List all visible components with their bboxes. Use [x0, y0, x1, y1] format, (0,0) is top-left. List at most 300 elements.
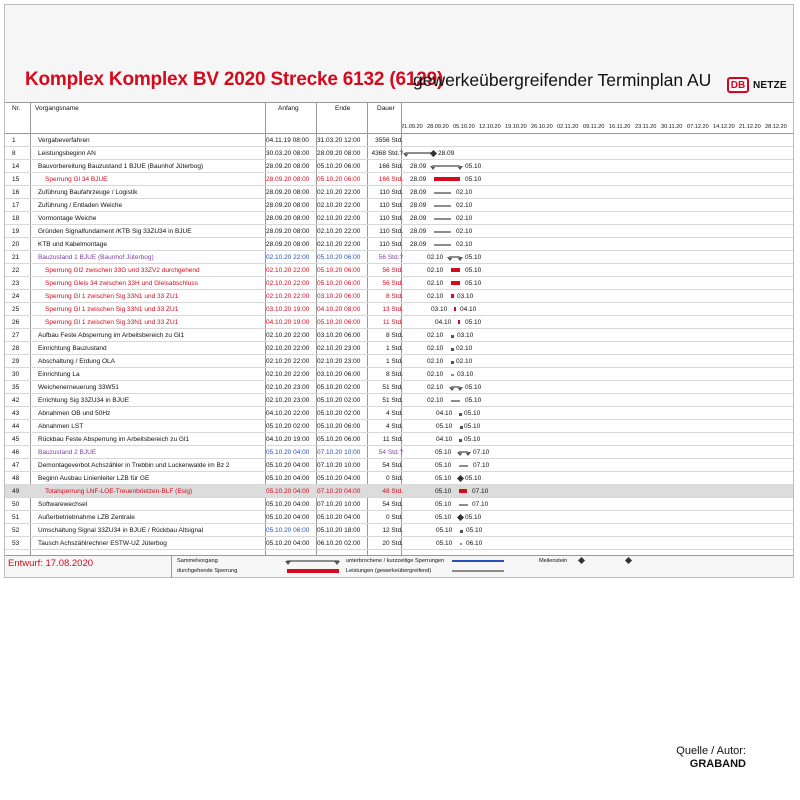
row-nr: 19: [12, 228, 20, 235]
gantt-date-label: 28.09: [410, 176, 427, 183]
gantt-date-label: 05.10: [435, 501, 452, 508]
row-duration: 56 Std.?: [378, 254, 403, 261]
gantt-date-label: 05.10: [465, 254, 482, 261]
gantt-date-label: 05.10: [464, 410, 481, 417]
row-duration: 110 Std.: [379, 241, 403, 248]
table-row[interactable]: [5, 134, 793, 147]
row-duration: 4368 Std.?: [371, 150, 403, 157]
row-nr: 15: [12, 176, 20, 183]
table-row[interactable]: [5, 290, 793, 303]
gantt-date-label: 05.10: [435, 449, 452, 456]
gantt-date-label: 05.10: [465, 319, 482, 326]
row-name: Vergabeverfahren: [38, 137, 90, 144]
gantt-date-label: 03.10: [457, 332, 474, 339]
row-name: Sperrung Gl 1 zwischen Sig 33N1 und 33 ZU1: [45, 293, 179, 300]
row-start: 05.10.20 04:00: [266, 462, 310, 469]
row-duration: 1 Std.: [386, 358, 403, 365]
gantt-date-label: 28.09: [438, 150, 455, 157]
gantt-date-label: 28.09: [410, 163, 427, 170]
row-nr: 25: [12, 306, 20, 313]
timescale-tick: 12.10.20: [479, 124, 501, 130]
row-start: 05.10.20 06:00: [266, 527, 310, 534]
gantt-date-label: 02.10: [456, 358, 473, 365]
source-credit: [676, 745, 746, 771]
row-duration: 11 Std.: [382, 319, 403, 326]
table-row[interactable]: [5, 368, 793, 381]
row-nr: 42: [12, 397, 20, 404]
timescale-tick: 21.12.20: [739, 124, 761, 130]
row-start: 02.10.20 22:00: [266, 332, 310, 339]
row-start: 30.03.20 08:00: [266, 150, 310, 157]
table-row[interactable]: [5, 329, 793, 342]
gantt-date-label: 05.10: [465, 163, 482, 170]
row-name: Aufbau Feste Absperrung im Arbeitsbereich zu Gl1: [38, 332, 184, 339]
col-duration: Dauer: [377, 105, 395, 112]
gantt-bar-area: [405, 277, 793, 290]
closure-bar: [454, 307, 456, 311]
row-start: 28.09.20 08:00: [266, 176, 310, 183]
short-task-mark: [460, 530, 463, 533]
row-nr: 16: [12, 189, 20, 196]
table-row[interactable]: [5, 225, 793, 238]
gantt-date-label: 02.10: [456, 345, 473, 352]
row-start: 05.10.20 04:00: [266, 514, 310, 521]
summary-bar: [451, 386, 460, 388]
gantt-date-label: 05.10: [465, 514, 482, 521]
timescale-tick: 26.10.20: [531, 124, 553, 130]
row-end: 05.10.20 06:00: [317, 163, 361, 170]
table-row[interactable]: [5, 147, 793, 160]
table-row[interactable]: [5, 355, 793, 368]
short-task-mark: [451, 361, 454, 364]
row-start: 05.10.20 04:00: [266, 475, 310, 482]
row-start: 28.09.20 08:00: [266, 163, 310, 170]
gantt-date-label: 04.10: [460, 306, 477, 313]
legend-works-label: Leistungen (gewerkeübergreifend): [346, 568, 432, 574]
plan-subtitle: gewerkeübergreifender Terminplan AU: [413, 70, 712, 90]
row-duration: 110 Std.: [379, 202, 403, 209]
row-duration: 11 Std.: [382, 436, 403, 443]
gantt-bar-area: [405, 303, 793, 316]
timescale-tick: 30.11.20: [661, 124, 683, 130]
row-start: 05.10.20 04:00: [266, 540, 310, 547]
row-name: Zuführung / Entladen Weiche: [38, 202, 123, 209]
gantt-bar-area: [405, 147, 793, 160]
table-row[interactable]: [5, 173, 793, 186]
row-end: 05.10.20 06:00: [317, 280, 361, 287]
row-start: 03.10.20 19:00: [266, 306, 310, 313]
gantt-bar-area: [405, 420, 793, 433]
row-start: 02.10.20 22:00: [266, 280, 310, 287]
table-row[interactable]: [5, 394, 793, 407]
table-row[interactable]: [5, 199, 793, 212]
row-duration: 1 Std.: [386, 345, 403, 352]
row-name: Abnahmen LST: [38, 423, 84, 430]
row-end: 05.10.20 02:00: [317, 410, 361, 417]
col-nr: Nr.: [12, 105, 21, 112]
row-nr: 8: [12, 150, 16, 157]
row-nr: 17: [12, 202, 20, 209]
row-duration: 8 Std.: [386, 293, 403, 300]
short-task-mark: [459, 439, 462, 442]
gantt-bar-area: [405, 524, 793, 537]
gantt-date-label: 05.10: [435, 488, 452, 495]
task-bar: [451, 374, 454, 376]
gantt-bar-area: [405, 485, 793, 498]
row-duration: 8 Std.: [386, 332, 403, 339]
table-row[interactable]: [5, 524, 793, 537]
gantt-date-label: 03.10: [457, 293, 474, 300]
summary-bar: [459, 451, 468, 453]
row-name: Bauvorbereitung Bauzustand 1 BJUE (Baunhof Jüterbog): [38, 163, 204, 170]
row-start: 28.09.20 08:00: [266, 189, 310, 196]
closure-bar: [458, 320, 460, 324]
table-row[interactable]: [5, 511, 793, 524]
gantt-date-label: 02.10: [427, 280, 444, 287]
gantt-bar-area: [405, 342, 793, 355]
legend-summary-bar: [287, 560, 339, 562]
row-nr: 44: [12, 423, 20, 430]
row-name: Rückbau Feste Absperrung im Arbeitsbereich zu Gl1: [38, 436, 190, 443]
timescale-tick: 19.10.20: [505, 124, 527, 130]
row-nr: 35: [12, 384, 20, 391]
gantt-date-label: 02.10: [456, 189, 473, 196]
row-end: 02.10.20 22:00: [317, 228, 361, 235]
row-end: 02.10.20 22:00: [317, 189, 361, 196]
row-duration: 56 Std.: [382, 280, 403, 287]
gantt-date-label: 05.10: [436, 527, 453, 534]
row-duration: 48 Std.: [382, 488, 403, 495]
task-bar: [434, 231, 451, 233]
row-end: 02.10.20 22:00: [317, 241, 361, 248]
gantt-date-label: 05.10: [465, 280, 482, 287]
short-task-mark: [460, 426, 463, 429]
legend-continuous-bar: [287, 569, 339, 573]
row-duration: 110 Std.: [379, 189, 403, 196]
milestone-icon: [457, 514, 464, 521]
source-label: Quelle / Autor:: [676, 745, 746, 757]
gantt-bar-area: [405, 355, 793, 368]
short-task-mark: [451, 335, 454, 338]
table-row[interactable]: [5, 537, 793, 550]
row-duration: 54 Std.?: [378, 449, 403, 456]
legend-divider: [171, 555, 172, 578]
netze-label: NETZE: [753, 79, 787, 91]
db-netze-logo: [727, 75, 787, 95]
row-name: Totalsperrung LNF-LOE-Treuenbrietzen-BLF (Esig): [45, 488, 193, 495]
closure-bar: [451, 281, 460, 285]
row-nr: 26: [12, 319, 20, 326]
row-start: 28.09.20 08:00: [266, 241, 310, 248]
timescale-tick: 07.12.20: [687, 124, 709, 130]
row-end: 03.10.20 06:00: [317, 371, 361, 378]
row-duration: 166 Std.: [378, 163, 403, 170]
plan-frame: [4, 4, 794, 578]
table-row[interactable]: [5, 446, 793, 459]
row-nr: 50: [12, 501, 20, 508]
gantt-bar-area: [405, 134, 793, 147]
row-duration: 4 Std.: [386, 423, 403, 430]
row-duration: 0 Std.: [386, 514, 403, 521]
row-nr: 1: [12, 137, 16, 144]
gantt-bar-area: [405, 316, 793, 329]
row-start: 02.10.20 22:00: [266, 293, 310, 300]
timescale-tick: 09.11.20: [583, 124, 605, 130]
summary-bar: [432, 165, 460, 167]
row-nr: 14: [12, 163, 20, 170]
table-row[interactable]: [5, 160, 793, 173]
draft-date: Entwurf: 17.08.2020: [8, 558, 94, 569]
row-start: 05.10.20 04:00: [266, 488, 310, 495]
table-row[interactable]: [5, 420, 793, 433]
row-name: Softwarewechsel: [38, 501, 88, 508]
row-nr: 20: [12, 241, 20, 248]
table-row[interactable]: [5, 212, 793, 225]
gantt-date-label: 05.10: [465, 397, 482, 404]
gantt-bar-area: [405, 173, 793, 186]
table-row[interactable]: [5, 485, 793, 498]
gantt-date-label: 05.10: [465, 475, 482, 482]
gantt-bar-area: [405, 251, 793, 264]
row-duration: 20 Std.: [382, 540, 403, 547]
legend-milestone-icon: [578, 557, 585, 564]
gantt-date-label: 02.10: [427, 267, 444, 274]
table-row[interactable]: [5, 433, 793, 446]
gantt-bar-area: [405, 407, 793, 420]
row-end: 07.10.20 10:00: [317, 462, 361, 469]
legend-interrupted-bar: [452, 560, 504, 562]
gantt-date-label: 07.10: [472, 501, 489, 508]
legend-milestone-icon: [625, 557, 632, 564]
gantt-date-label: 05.10: [435, 462, 452, 469]
row-name: Sperrung Gl2 zwischen 33G und 33ZV2 durchgehend: [45, 267, 200, 274]
col-name: Vorgangsname: [35, 105, 79, 112]
gantt-date-label: 02.10: [427, 371, 444, 378]
col-start: Anfang: [278, 105, 299, 112]
row-duration: 51 Std.: [382, 397, 403, 404]
legend-summary-start-icon: [285, 561, 291, 565]
short-task-mark: [459, 413, 462, 416]
gantt-bar-area: [405, 186, 793, 199]
timescale-tick: 23.11.20: [635, 124, 657, 130]
column-header: [5, 103, 793, 134]
row-nr: 47: [12, 462, 20, 469]
row-nr: 53: [12, 540, 20, 547]
row-nr: 28: [12, 345, 20, 352]
gantt-date-label: 04.10: [436, 436, 453, 443]
task-bar: [451, 400, 460, 402]
row-end: 28.09.20 08:00: [317, 150, 361, 157]
gantt-date-label: 02.10: [456, 215, 473, 222]
legend-continuous-label: durchgehende Sperrung: [177, 568, 238, 574]
row-nr: 43: [12, 410, 20, 417]
gantt-date-label: 03.10: [457, 371, 474, 378]
task-bar: [434, 244, 451, 246]
row-name: Zuführung Baufahrzeuge / Logistik: [38, 189, 138, 196]
row-name: Einrichtung La: [38, 371, 80, 378]
gantt-bar-area: [405, 459, 793, 472]
gantt-date-label: 07.10: [473, 462, 490, 469]
table-row[interactable]: [5, 342, 793, 355]
gantt-date-label: 05.10: [435, 475, 452, 482]
row-end: 07.10.20 10:00: [317, 501, 361, 508]
row-end: 05.10.20 06:00: [317, 423, 361, 430]
row-nr: 24: [12, 293, 20, 300]
legend-summary-label: Sammelvorgang: [177, 558, 218, 564]
gantt-date-label: 28.09: [410, 189, 427, 196]
row-name: Tausch Achszählrechner ESTW-UZ Jüterbog: [38, 540, 167, 547]
row-nr: 18: [12, 215, 20, 222]
row-name: Sperrung Gl 34 BJUE: [45, 176, 108, 183]
row-nr: 21: [12, 254, 20, 261]
gantt-date-label: 02.10: [427, 384, 444, 391]
table-row[interactable]: [5, 186, 793, 199]
row-name: Demontageverbot Achszähler in Trebbin und Luckenwalde im Bz 2: [38, 462, 230, 469]
row-duration: 56 Std.: [382, 267, 403, 274]
table-row[interactable]: [5, 251, 793, 264]
row-name: KTB und Kabelmontage: [38, 241, 108, 248]
row-end: 02.10.20 22:00: [317, 215, 361, 222]
row-duration: 13 Std.: [382, 306, 403, 313]
schedule-table: [5, 102, 793, 556]
row-name: Bauzustand 2 BJUE: [38, 449, 97, 456]
table-row[interactable]: [5, 303, 793, 316]
gantt-bar-area: [405, 160, 793, 173]
row-duration: 4 Std.: [386, 410, 403, 417]
row-duration: 110 Std.: [379, 215, 403, 222]
gantt-date-label: 28.09: [410, 215, 427, 222]
gantt-date-label: 28.09: [410, 228, 427, 235]
gantt-bar-area: [405, 498, 793, 511]
gantt-bar-area: [405, 368, 793, 381]
row-end: 07.10.20 10:00: [317, 449, 361, 456]
gantt-bar-area: [405, 446, 793, 459]
row-name: Beginn Ausbau Linienleiter LZB für GE: [38, 475, 150, 482]
table-row[interactable]: [5, 459, 793, 472]
row-nr: 45: [12, 436, 20, 443]
gantt-bar-area: [405, 329, 793, 342]
gantt-date-label: 05.10: [465, 176, 482, 183]
gantt-bar-area: [405, 199, 793, 212]
task-bar: [459, 465, 468, 467]
task-bar: [434, 192, 451, 194]
gantt-date-label: 03.10: [431, 306, 448, 313]
row-end: 02.10.20 22:00: [317, 202, 361, 209]
row-name: Vormontage Weiche: [38, 215, 97, 222]
task-bar: [434, 205, 451, 207]
table-row[interactable]: [5, 264, 793, 277]
row-name: Errichtung Sig 33ZU34 in BJUE: [38, 397, 130, 404]
gantt-date-label: 02.10: [427, 345, 444, 352]
table-row[interactable]: [5, 277, 793, 290]
table-row[interactable]: [5, 238, 793, 251]
gantt-date-label: 05.10: [465, 267, 482, 274]
row-start: 28.09.20 08:00: [266, 228, 310, 235]
timescale-tick: 02.11.20: [557, 124, 579, 130]
row-start: 28.09.20 08:00: [266, 202, 310, 209]
gantt-date-label: 28.09: [410, 241, 427, 248]
row-name: Sperrung Gleis 34 zwischen 33H und Gleisabschluss: [45, 280, 198, 287]
row-name: Sperrung Gl 1 zwischen Sig 33N1 und 33 ZU1: [45, 319, 179, 326]
row-name: Abschaltung / Erdung OLA: [38, 358, 115, 365]
gantt-date-label: 05.10: [436, 423, 453, 430]
row-start: 02.10.20 23:00: [266, 384, 310, 391]
row-start: 28.09.20 08:00: [266, 215, 310, 222]
row-end: 05.10.20 18:00: [317, 527, 361, 534]
summary-bar: [449, 256, 460, 258]
gantt-date-label: 07.10: [473, 449, 490, 456]
gantt-date-label: 06.10: [466, 540, 483, 547]
row-end: 31.03.20 12:00: [317, 137, 361, 144]
table-row[interactable]: [5, 316, 793, 329]
row-name: Abnahmen OB und 50Hz: [38, 410, 111, 417]
gantt-date-label: 05.10: [464, 423, 481, 430]
gantt-date-label: 05.10: [464, 436, 481, 443]
row-start: 02.10.20 22:00: [266, 371, 310, 378]
row-start: 05.10.20 04:00: [266, 449, 310, 456]
row-end: 05.10.20 06:00: [317, 436, 361, 443]
row-nr: 48: [12, 475, 20, 482]
task-bar: [459, 504, 468, 506]
table-row[interactable]: [5, 498, 793, 511]
timescale-tick: 28.12.20: [765, 124, 787, 130]
gantt-bar-area: [405, 381, 793, 394]
gantt-bar-area: [405, 394, 793, 407]
col-end: Ende: [335, 105, 351, 112]
legend-interrupted-label: unterbrochene / kurzzeitige Sperrungen: [346, 558, 445, 564]
row-start: 02.10.20 22:00: [266, 254, 310, 261]
row-end: 05.10.20 06:00: [317, 267, 361, 274]
row-start: 02.10.20 23:00: [266, 397, 310, 404]
row-end: 03.10.20 06:00: [317, 293, 361, 300]
gantt-bar-area: [405, 511, 793, 524]
gantt-bar-area: [405, 537, 793, 550]
row-duration: 51 Std.: [382, 384, 403, 391]
timescale-tick: 21.09.20: [401, 124, 423, 130]
row-name: Sperrung Gl 1 zwischen Sig 33N1 und 33 ZU1: [45, 306, 179, 313]
row-name: Einrichtung Bauzustand: [38, 345, 107, 352]
row-duration: 8 Std.: [386, 371, 403, 378]
closure-bar: [451, 294, 454, 298]
task-bar: [460, 543, 462, 545]
closure-bar: [434, 177, 460, 181]
gantt-bar-area: [405, 225, 793, 238]
row-start: 04.11.19 08:00: [266, 137, 309, 144]
row-nr: 27: [12, 332, 20, 339]
row-nr: 49: [12, 488, 20, 495]
row-end: 03.10.20 06:00: [317, 332, 361, 339]
table-row[interactable]: [5, 381, 793, 394]
row-nr: 22: [12, 267, 20, 274]
table-row[interactable]: [5, 407, 793, 420]
row-duration: 3556 Std.: [375, 137, 403, 144]
row-start: 02.10.20 22:00: [266, 358, 310, 365]
gantt-date-label: 07.10: [472, 488, 489, 495]
timescale: [401, 124, 793, 133]
legend: [5, 555, 793, 578]
table-row[interactable]: [5, 472, 793, 485]
gantt-bar-area: [405, 290, 793, 303]
legend-summary-end-icon: [334, 561, 340, 565]
row-nr: 51: [12, 514, 20, 521]
row-nr: 29: [12, 358, 20, 365]
gantt-date-label: 02.10: [427, 293, 444, 300]
row-duration: 110 Std.: [379, 228, 403, 235]
row-start: 05.10.20 04:00: [266, 501, 310, 508]
row-nr: 30: [12, 371, 20, 378]
row-nr: 23: [12, 280, 20, 287]
timescale-tick: 14.12.20: [713, 124, 735, 130]
